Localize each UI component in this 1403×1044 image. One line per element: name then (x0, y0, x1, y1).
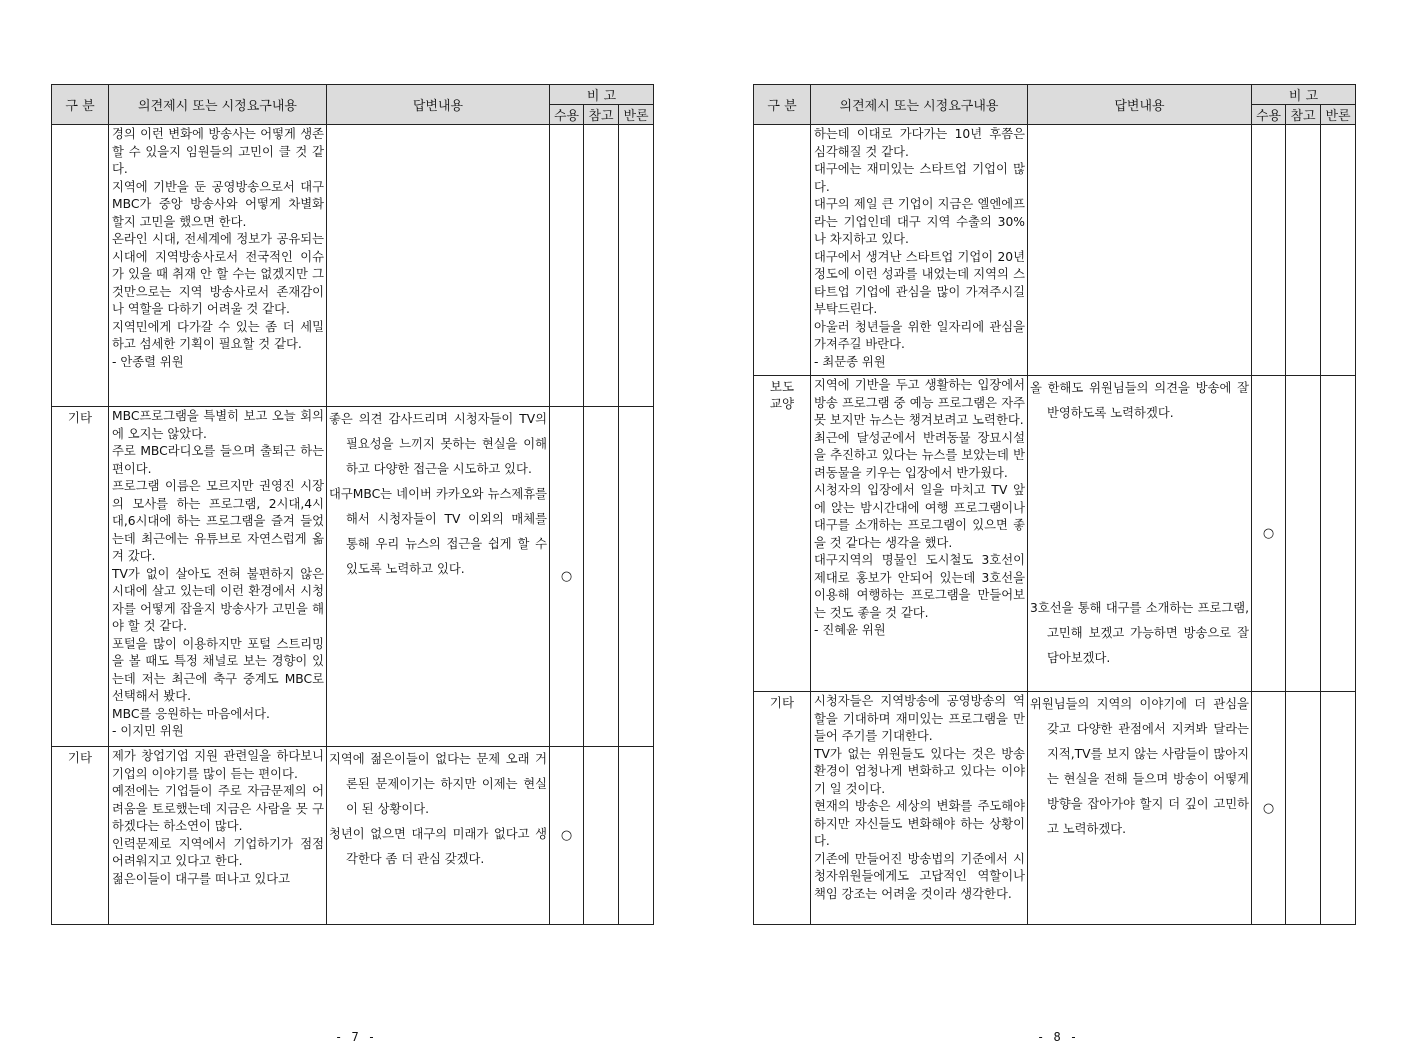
header-answer: 답변내용 (327, 85, 550, 125)
answer-paragraph: 위원님들의 지역의 이야기에 더 관심을 갖고 다양한 관점에서 지켜봐 달라는 지적,TV를 보지 않는 사람들이 많아지는 현실을 전해 들으며 방송이 어떻게 방향을 잡아가야 할지 더 깊이 고민하고 노력하겠다. (1030, 697, 1249, 836)
remark-reject-cell (619, 747, 654, 925)
remark-reference-cell (584, 407, 619, 747)
remark-reference-cell (584, 125, 619, 407)
opinion-paragraph: 예전에는 기업들이 주로 자금문제의 어려움을 토로했는데 지금은 사람을 못 구하겠다는 하소연이 많다. (112, 784, 324, 833)
opinion-paragraph: 대구지역의 명물인 도시철도 3호선이 제대로 홍보가 안되어 있는데 3호선을 이용해 여행하는 프로그램을 만들어보는 것도 좋을 것 같다. (814, 553, 1025, 620)
opinion-paragraph: 아울러 청년들을 위한 일자리에 관심을 가져주길 바란다. (814, 319, 1025, 351)
opinion-paragraph: 지역에 기반을 두고 생활하는 입장에서 방송 프로그램 중 예능 프로그램은 자주 못 보지만 뉴스는 챙겨보려고 노력한다. (814, 378, 1025, 427)
opinion-paragraph: 지역민에게 다가갈 수 있는 좀 더 세밀하고 섬세한 기획이 필요할 것 같다. (112, 319, 324, 351)
remark-reject-cell (1321, 376, 1356, 692)
opinion-paragraph: TV가 없이 살아도 전혀 불편하지 않은 시대에 살고 있는데 이런 환경에서 시청자를 어떻게 잡을지 방송사가 고민을 해야 할 것 같다. (112, 566, 324, 633)
answer-cell (1028, 692, 1252, 925)
remark-reference-cell (1286, 692, 1321, 925)
opinion-paragraph: 현재의 방송은 세상의 변화를 주도해야 하지만 자신들도 변화해야 하는 상황이다. (814, 799, 1025, 848)
opinion-paragraph: 시청자들은 지역방송에 공영방송의 역할을 기대하며 재미있는 프로그램을 만들어 주기를 기대한다. (814, 694, 1025, 743)
opinion-paragraph: TV가 없는 위원들도 있다는 것은 방송환경이 엄청나게 변화하고 있다는 이야기 일 것이다. (814, 746, 1025, 796)
header-reference: 참고 (1286, 105, 1321, 125)
table-row (52, 407, 654, 747)
table-body (52, 125, 654, 925)
opinion-paragraph: 주로 MBC라디오를 들으며 출퇴근 하는 편이다. (112, 444, 324, 476)
remark-accept-cell (550, 125, 584, 407)
answer-paragraph: 청년이 없으면 대구의 미래가 없다고 생각한다 좀 더 관심 갖겠다. (329, 827, 547, 866)
opinion-paragraph: MBC를 응원하는 마음에서다. (112, 706, 270, 721)
opinion-paragraph: - 진혜윤 위원 (814, 623, 886, 637)
category-cell: 기타 (52, 747, 109, 925)
opinion-cell (109, 125, 327, 407)
opinion-paragraph: 시청자의 입장에서 일을 마치고 TV 앞에 앉는 밤시간대에 여행 프로그램이나 대구를 소개하는 프로그램이 있으면 좋을 것 같다는 생각을 했다. (814, 483, 1025, 550)
header-remarks: 비 고 (1252, 85, 1356, 105)
opinion-paragraph: 최근에 달성군에서 반려동물 장묘시설을 추진하고 있다는 뉴스를 보았는데 반려동물을 키우는 입장에서 반가웠다. (814, 430, 1025, 480)
opinion-paragraph: 하는데 이대로 가다가는 10년 후쯤은 심각해질 것 같다. (814, 127, 1025, 159)
opinion-paragraph: 경의 이런 변화에 방송사는 어떻게 생존 할 수 있을지 임원들의 고민이 클 것 같다. (112, 127, 324, 176)
header-remarks: 비 고 (550, 85, 654, 105)
answer-paragraph: 3호선을 통해 대구를 소개하는 프로그램, 고민해 보겠고 가능하면 방송으로 잘 담아보겠다. (1030, 601, 1249, 665)
remark-accept-cell: ○ (550, 747, 584, 925)
remark-accept-cell: ○ (1252, 376, 1286, 692)
opinion-cell (109, 747, 327, 925)
remark-reference-cell (584, 747, 619, 925)
opinion-paragraph: 제가 창업기업 지원 관련일을 하다보니 기업의 이야기를 많이 듣는 편이다. (112, 749, 324, 781)
opinion-paragraph: 포털을 많이 이용하지만 포털 스트리밍을 볼 때도 특정 채널로 보는 경향이 있는데 저는 최근에 축구 중계도 MBC로 선택해서 봤다. (112, 636, 324, 703)
header-category: 구 분 (52, 85, 109, 125)
header-category: 구 분 (754, 85, 811, 125)
table-row (52, 125, 654, 407)
page-7 (51, 84, 654, 1044)
remark-reject-cell (619, 407, 654, 747)
table-body (754, 125, 1356, 925)
header-accept: 수용 (550, 105, 584, 125)
answer-cell (1028, 125, 1252, 376)
page-8 (753, 84, 1356, 1044)
header-accept: 수용 (1252, 105, 1286, 125)
opinion-paragraph: 지역에 기반을 둔 공영방송으로서 대구MBC가 중앙 방송사와 어떻게 차별화 할지 고민을 했으면 한다. (112, 179, 324, 229)
table-row (52, 747, 654, 925)
table-row (754, 692, 1356, 925)
header-reject: 반론 (1321, 105, 1356, 125)
opinion-paragraph: 프로그램 이름은 모르지만 권영진 시장의 모사를 하는 프로그램, 2시대,4시대,6시대에 하는 프로그램을 즐겨 들었는데 최근에는 유튜브로 자연스럽게 옮겨 갔다. (112, 479, 324, 563)
opinion-cell (811, 376, 1028, 692)
answer-paragraph: 좋은 의견 감사드리며 시청자들이 TV의 필요성을 느끼지 못하는 현실을 이해하고 다양한 접근을 시도하고 있다. (329, 412, 547, 476)
answer-paragraph: 올 한해도 위원님들의 의견을 방송에 잘 반영하도록 노력하겠다. (1030, 381, 1249, 420)
opinion-cell (109, 407, 327, 747)
opinion-cell (811, 692, 1028, 925)
opinion-paragraph: 대구에는 재미있는 스타트업 기업이 많다. (814, 162, 1025, 194)
opinion-table (51, 84, 654, 925)
page-number: - 7 - (335, 1030, 377, 1044)
opinion-table (753, 84, 1356, 925)
category-cell (754, 125, 811, 376)
answer-cell (327, 747, 550, 925)
remark-reject-cell (619, 125, 654, 407)
opinion-paragraph: 온라인 시대, 전세계에 정보가 공유되는 시대에 지역방송사로서 전국적인 이슈가 있을 때 취재 안 할 수는 없겠지만 그것만으로는 지역 방송사로서 존재감이나 역할을 다하기 어려울 것 같다. (112, 232, 324, 316)
category-cell: 보도 교양 (754, 376, 811, 692)
answer-paragraph: 대구MBC는 네이버 카카오와 뉴스제휴를 해서 시청자들이 TV 이외의 매체를 통해 우리 뉴스의 접근을 쉽게 할 수 있도록 노력하고 있다. (329, 487, 547, 576)
category-cell: 기타 (754, 692, 811, 925)
opinion-cell (811, 125, 1028, 376)
remark-reject-cell (1321, 125, 1356, 376)
category-cell (52, 125, 109, 407)
opinion-paragraph: 기존에 만들어진 방송법의 기준에서 시청자위원들에게도 고답적인 역할이나 책임 강조는 어려울 것이라 생각한다. (814, 851, 1025, 901)
header-reject: 반론 (619, 105, 654, 125)
opinion-paragraph: - 이지민 위원 (112, 724, 184, 738)
header-reference: 참고 (584, 105, 619, 125)
opinion-paragraph: 인력문제로 지역에서 기업하기가 점점 어려워지고 있다고 한다. (112, 836, 324, 868)
table-row (754, 376, 1356, 692)
opinion-paragraph: - 안종렬 위원 (112, 354, 184, 369)
remark-reject-cell (1321, 692, 1356, 925)
remark-accept-cell: ○ (550, 407, 584, 747)
opinion-paragraph: 젊은이들이 대구를 떠나고 있다고 (112, 871, 291, 886)
opinion-paragraph: 대구에서 생겨난 스타트업 기업이 20년 정도에 이런 성과를 내었는데 지역의 스타트업 기업에 관심을 많이 가져주시길 부탁드린다. (814, 249, 1025, 316)
answer-cell (1028, 376, 1252, 692)
opinion-paragraph: 대구의 제일 큰 기업이 지금은 엘엔에프라는 기업인데 대구 지역 수출의 30%나 차지하고 있다. (814, 197, 1025, 246)
answer-paragraph: 지역에 젊은이들이 없다는 문제 오래 거론된 문제이기는 하지만 이제는 현실이 된 상황이다. (329, 752, 547, 816)
answer-cell (327, 407, 550, 747)
opinion-paragraph: MBC프로그램을 특별히 보고 오늘 회의에 오지는 않았다. (112, 409, 324, 441)
page-number: - 8 - (1037, 1030, 1079, 1044)
remark-reference-cell (1286, 376, 1321, 692)
header-answer: 답변내용 (1028, 85, 1252, 125)
remark-accept-cell (1252, 125, 1286, 376)
answer-cell (327, 125, 550, 407)
header-opinion: 의견제시 또는 시정요구내용 (109, 85, 327, 125)
header-opinion: 의견제시 또는 시정요구내용 (811, 85, 1028, 125)
opinion-paragraph: - 최문종 위원 (814, 354, 886, 369)
table-row (754, 125, 1356, 376)
category-cell: 기타 (52, 407, 109, 747)
remark-reference-cell (1286, 125, 1321, 376)
remark-accept-cell: ○ (1252, 692, 1286, 925)
